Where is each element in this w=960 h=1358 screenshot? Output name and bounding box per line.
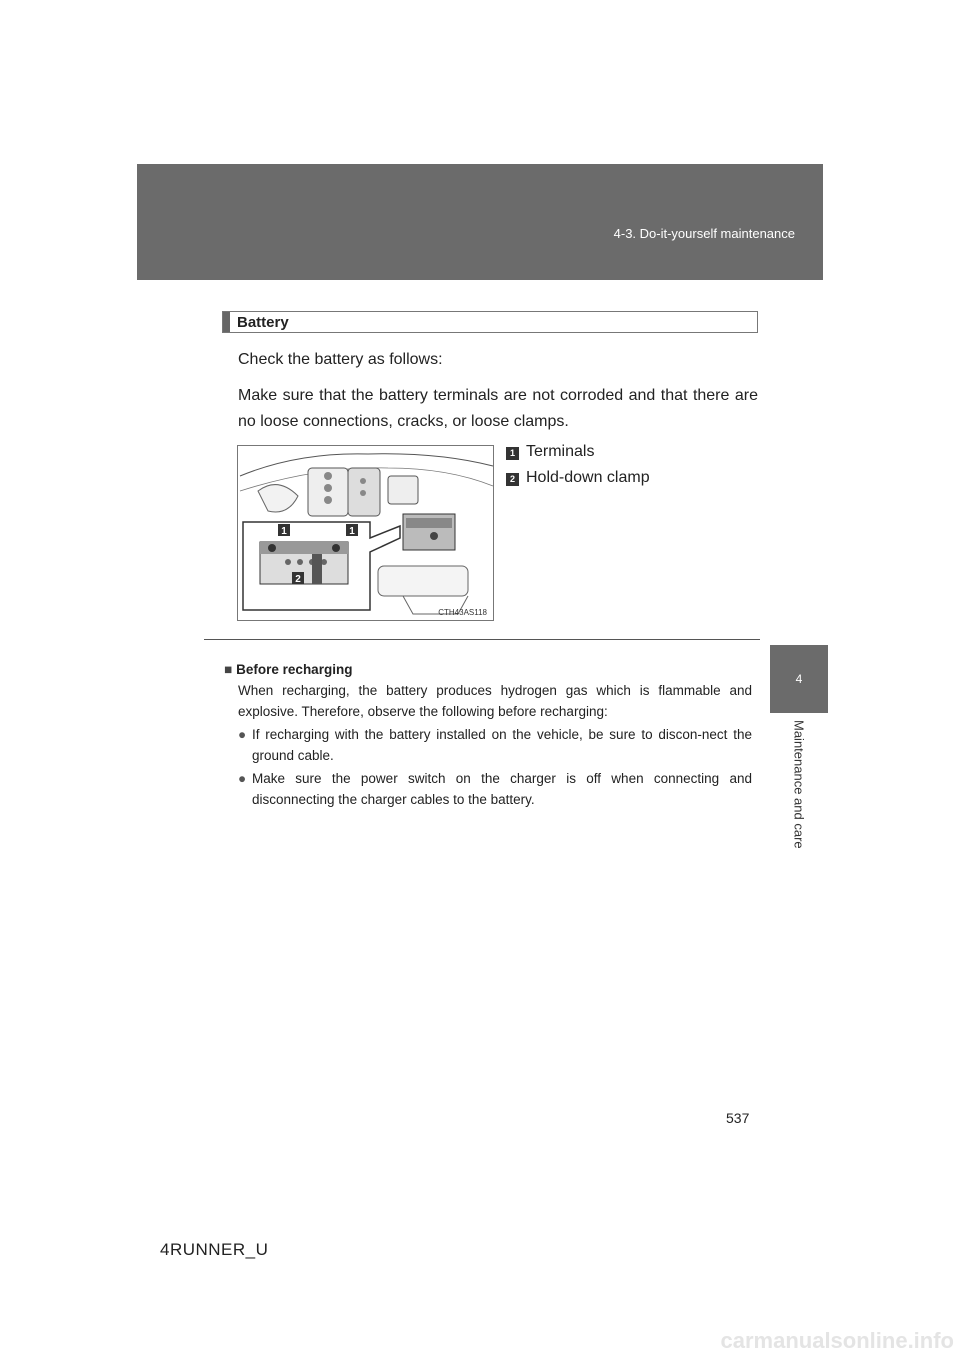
chapter-number: 4 xyxy=(795,672,803,686)
callout-terminal-right: 1 xyxy=(349,526,355,537)
callout-clamp: 2 xyxy=(295,574,301,585)
watermark: carmanualsonline.info xyxy=(720,1328,954,1353)
bullet-text: If recharging with the battery installed on the vehicle, be sure to discon-nect the ground cable. xyxy=(252,727,752,763)
chapter-tab xyxy=(770,645,828,713)
note-section xyxy=(224,659,752,810)
intro-text: Check the battery as follows: xyxy=(238,351,443,368)
section-heading xyxy=(222,311,758,333)
bullet-icon: ● xyxy=(238,771,247,786)
chapter-label: Maintenance and care xyxy=(791,720,807,849)
chapter-label-container xyxy=(770,720,828,870)
list-item xyxy=(238,724,752,766)
figure-code: CTH43AS118 xyxy=(438,608,487,617)
list-item xyxy=(238,768,752,810)
heading-bar xyxy=(223,312,230,332)
legend-number: 1 xyxy=(506,447,519,460)
heading-text: Battery xyxy=(237,314,289,331)
bullet-text: Make sure the power switch on the charger is off when connecting and disconnecting the charger cables to the battery. xyxy=(252,771,752,807)
battery-figure xyxy=(237,445,494,621)
note-title-text: Before recharging xyxy=(236,662,353,677)
section-title: 4-3. Do-it-yourself maintenance xyxy=(613,226,795,241)
square-icon: ■ xyxy=(224,662,233,677)
callout-terminal-left: 1 xyxy=(281,526,287,537)
note-title xyxy=(224,659,752,680)
header-band xyxy=(137,164,823,280)
document-code: 4RUNNER_U xyxy=(160,1240,269,1259)
check-text: Make sure that the battery terminals are not corroded and that there are no loose connections, cracks, or loose clamps. xyxy=(238,387,758,430)
page-number: 537 xyxy=(726,1110,750,1126)
engine-bay-illustration xyxy=(238,446,495,622)
legend-label: Hold-down clamp xyxy=(526,469,650,486)
divider xyxy=(204,639,760,640)
legend-label: Terminals xyxy=(526,443,595,460)
legend-number: 2 xyxy=(506,473,519,486)
bullet-icon: ● xyxy=(238,727,247,742)
note-body: When recharging, the battery produces hydrogen gas which is flammable and explosive. Therefore, observe the following before recharging: xyxy=(238,683,752,719)
